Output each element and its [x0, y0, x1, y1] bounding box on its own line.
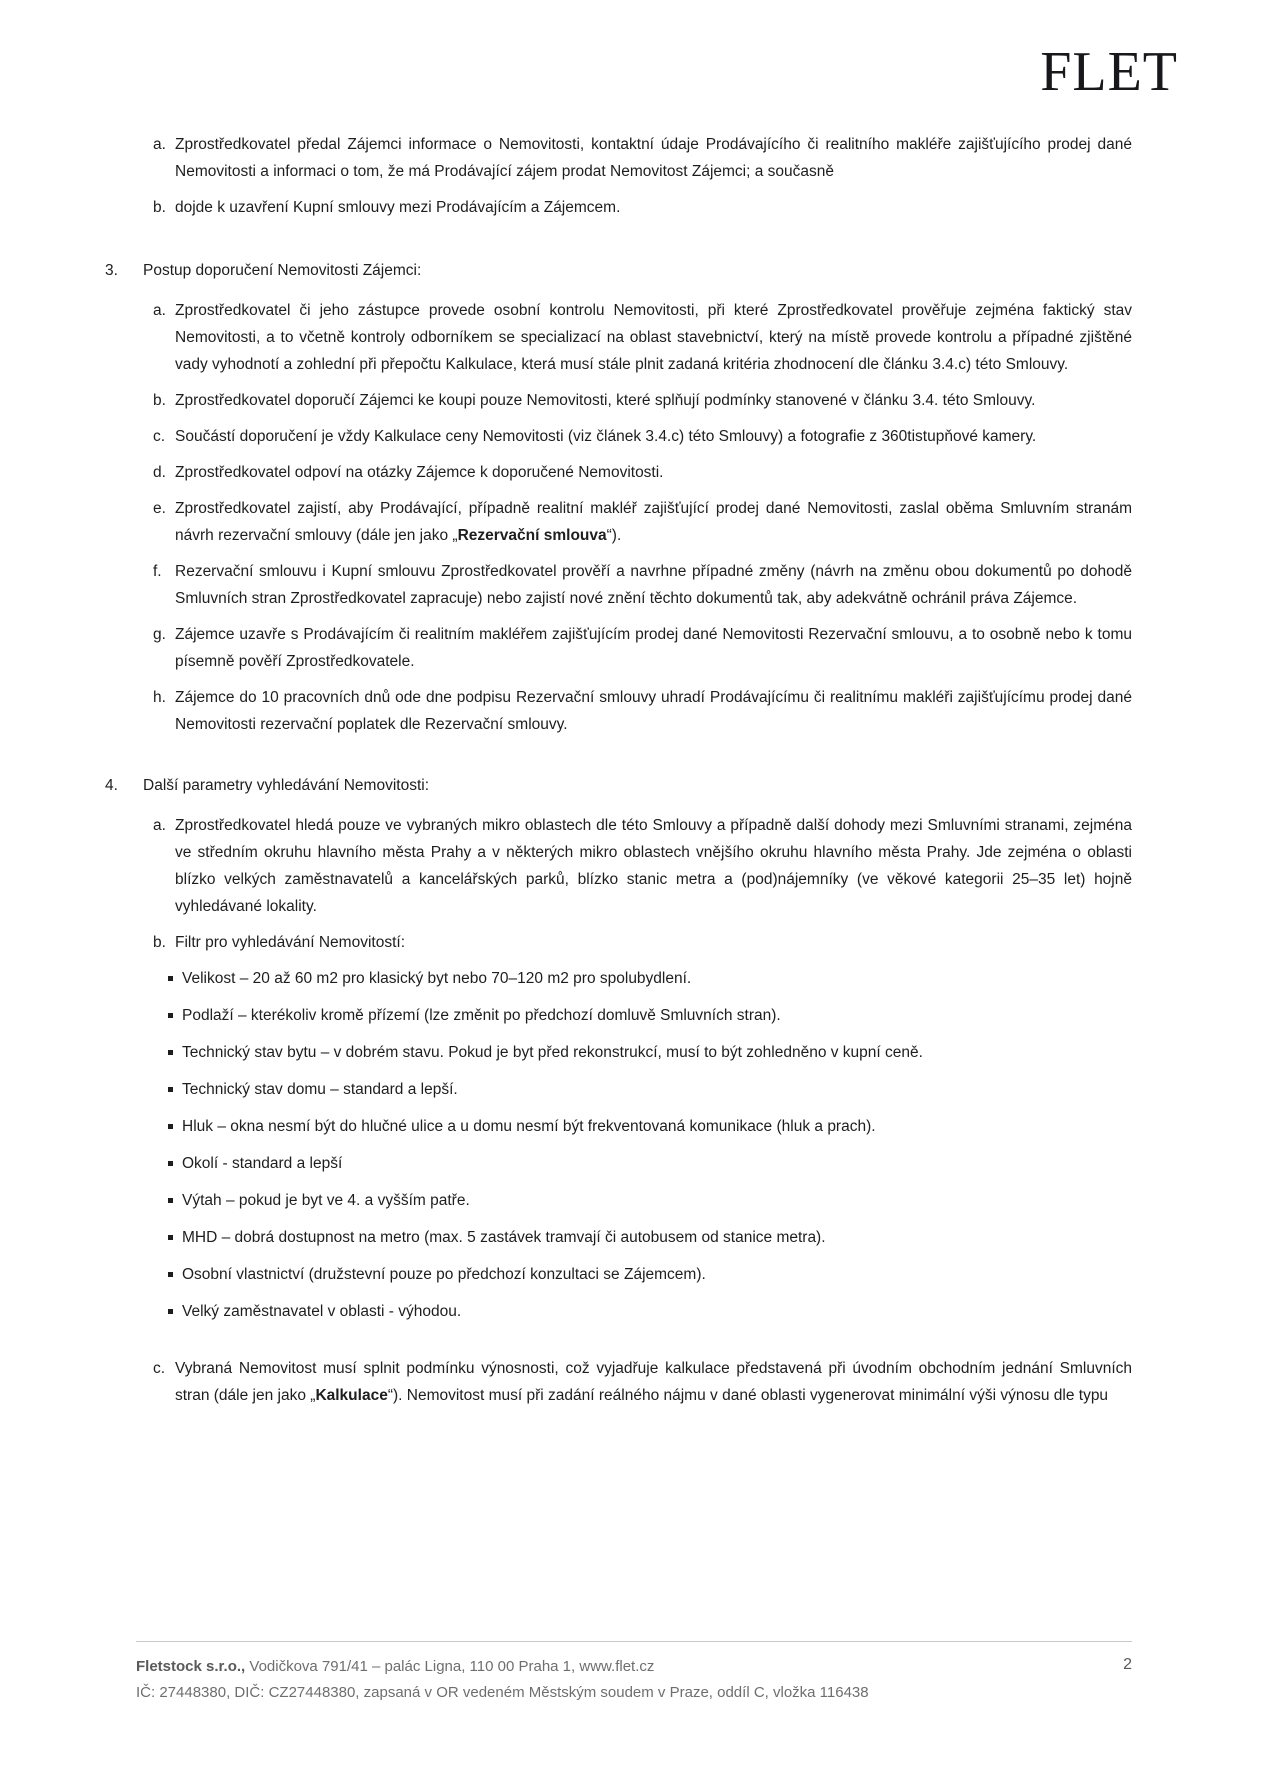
list-marker: b. [153, 934, 166, 951]
bullet-item [168, 1039, 1132, 1066]
square-bullet-icon [168, 1272, 173, 1277]
list-marker: b. [153, 199, 166, 216]
list-item [153, 131, 1132, 185]
list-item [153, 297, 1132, 378]
paragraph-text: Zprostředkovatel zajistí, aby Prodávající, případně realitní makléř zajišťující prodej dané Nemovitosti, zaslal oběma Smluvním stranám návrh rezervační smlouvy (dále jen jako „ [175, 500, 1132, 544]
list-marker: g. [153, 626, 166, 643]
square-bullet-icon [168, 1309, 173, 1314]
bullet-item [168, 1150, 1132, 1177]
bullet-item [168, 1298, 1132, 1325]
section-title: Další parametry vyhledávání Nemovitosti: [143, 777, 430, 794]
list-marker: e. [153, 500, 166, 517]
list-item [153, 495, 1132, 549]
list-item [153, 387, 1132, 414]
bullet-item [168, 1224, 1132, 1251]
list-marker: c. [153, 1360, 166, 1377]
document-content [105, 131, 1132, 1418]
bullet-text: Velký zaměstnavatel v oblasti - výhodou. [182, 1303, 462, 1320]
paragraph: Zprostředkovatel hledá pouze ve vybraných mikro oblastech dle této Smlouvy a případně další dohody mezi Smluvními stranami, zejména ve středním okruhu hlavního města Prahy a v některých mikro oblastech vnějšího okruhu hlavního města Prahy. Jde zejména o oblasti blízko velkých zaměstnavatelů a kancelářských parků, blízko stanic metra a (pod)nájemníky (ve věkové kategorii 25–35 let) hojně vyhledávané lokality. [175, 817, 1132, 915]
paragraph: Zprostředkovatel či jeho zástupce provede osobní kontrolu Nemovitosti, při které Zprostředkovatel prověřuje zejména faktický stav Nemovitosti, a to včetně kontroly odborníkem se specializací na oblast stavebnictví, který na místě provede kontrolu a případné zjištěné vady vyhodnotí a zohlední při přepočtu Kalkulace, která musí stále plnit zadaná kritéria zhodnocení dle článku 3.4.c) této Smlouvy. [175, 302, 1132, 373]
page-footer [136, 1641, 1132, 1706]
square-bullet-icon [168, 1050, 173, 1055]
paragraph-text: “). [606, 527, 622, 544]
list-marker: f. [153, 563, 162, 580]
paragraph-text: “). Nemovitost musí při zadání reálného nájmu v dané oblasti vygenerovat minimální výši výnosu dle typu [387, 1387, 1109, 1404]
bullet-item [168, 1076, 1132, 1103]
list-item [153, 684, 1132, 738]
bullet-text: Technický stav bytu – v dobrém stavu. Pokud je byt před rekonstrukcí, musí to být zohledněno v kupní ceně. [182, 1044, 923, 1061]
flet-logo: FLET [1040, 41, 1178, 103]
bullet-item [168, 1187, 1132, 1214]
footer-line-1 [136, 1654, 1132, 1680]
list-item [153, 459, 1132, 486]
list-marker: a. [153, 817, 166, 834]
list-marker: h. [153, 689, 166, 706]
bullet-item [168, 965, 1132, 992]
bullet-text: Okolí - standard a lepší [182, 1155, 343, 1172]
square-bullet-icon [168, 1087, 173, 1092]
paragraph: Zájemce uzavře s Prodávajícím či realitním makléřem zajišťujícím prodej dané Nemovitosti Rezervační smlouvu, a to osobně nebo k tomu písemně pověří Zprostředkovatele. [175, 626, 1132, 670]
bullet-text: Velikost – 20 až 60 m2 pro klasický byt nebo 70–120 m2 pro spolubydlení. [182, 970, 692, 987]
bullet-text: Osobní vlastnictví (družstevní pouze po předchozí konzultaci se Zájemcem). [182, 1266, 706, 1283]
paragraph: Součástí doporučení je vždy Kalkulace ceny Nemovitosti (viz článek 3.4.c) této Smlouvy) a fotografie z 360tistupňové kamery. [175, 428, 1037, 445]
list-item [153, 929, 1132, 956]
footer-line-2: IČ: 27448380, DIČ: CZ27448380, zapsaná v OR vedeném Městským soudem v Praze, oddíl C, vložka 116438 [136, 1684, 869, 1701]
square-bullet-icon [168, 1198, 173, 1203]
paragraph [175, 495, 1132, 549]
bullet-item [168, 1002, 1132, 1029]
defined-term: Kalkulace [315, 1387, 388, 1404]
list-item [153, 812, 1132, 920]
page-number: 2 [1123, 1656, 1132, 1673]
bullet-text: Podlaží – kterékoliv kromě přízemí (lze změnit po předchozí domluvě Smluvních stran). [182, 1007, 781, 1024]
bullet-item [168, 1113, 1132, 1140]
list-marker: a. [153, 302, 166, 319]
list-marker: a. [153, 136, 166, 153]
paragraph-text: Vybraná Nemovitost musí splnit podmínku výnosnosti, což vyjadřuje kalkulace představená při úvodním obchodním jednání Smluvních stran (dále jen jako „ [175, 1360, 1132, 1404]
paragraph: dojde k uzavření Kupní smlouvy mezi Prodávajícím a Zájemcem. [175, 199, 621, 216]
square-bullet-icon [168, 1161, 173, 1166]
paragraph: Rezervační smlouvu i Kupní smlouvu Zprostředkovatel prověří a navrhne případné změny (návrh na změnu obou dokumentů po dohodě Smluvních stran Zprostředkovatel zapracuje) nebo zajistí nové znění těchto dokumentů tak, aby adekvátně ochránil práva Zájemce. [175, 563, 1132, 607]
square-bullet-icon [168, 1235, 173, 1240]
bullet-text: Technický stav domu – standard a lepší. [182, 1081, 458, 1098]
list-item [153, 621, 1132, 675]
section-3-heading [105, 257, 1132, 284]
bullet-text: Hluk – okna nesmí být do hlučné ulice a u domu nesmí být frekventovaná komunikace (hluk a prach). [182, 1118, 876, 1135]
bullet-text: MHD – dobrá dostupnost na metro (max. 5 zastávek tramvají či autobusem od stanice metra). [182, 1229, 826, 1246]
paragraph [175, 1355, 1132, 1409]
defined-term: Rezervační smlouva [457, 527, 607, 544]
list-marker: d. [153, 464, 166, 481]
paragraph: Filtr pro vyhledávání Nemovitostí: [175, 934, 406, 951]
section-number: 3. [105, 262, 118, 279]
square-bullet-icon [168, 976, 173, 981]
list-item [153, 558, 1132, 612]
paragraph: Zprostředkovatel doporučí Zájemci ke koupi pouze Nemovitosti, které splňují podmínky stanovené v článku 3.4. této Smlouvy. [175, 392, 1036, 409]
bullet-text: Výtah – pokud je byt ve 4. a vyšším patře. [182, 1192, 470, 1209]
paragraph: Zprostředkovatel předal Zájemci informace o Nemovitosti, kontaktní údaje Prodávajícího či realitního makléře zajišťujícího prodej dané Nemovitosti a informaci o tom, že má Prodávající zájem prodat Nemovitost Zájemci; a současně [175, 136, 1132, 180]
section-4-heading [105, 772, 1132, 799]
company-name: Fletstock s.r.o., [136, 1658, 246, 1675]
list-item [153, 423, 1132, 450]
filter-bullet-list [168, 965, 1132, 1325]
paragraph: Zprostředkovatel odpoví na otázky Zájemce k doporučené Nemovitosti. [175, 464, 664, 481]
list-item [153, 194, 1132, 221]
section-number: 4. [105, 777, 118, 794]
square-bullet-icon [168, 1124, 173, 1129]
list-marker: c. [153, 428, 166, 445]
square-bullet-icon [168, 1013, 173, 1018]
bullet-item [168, 1261, 1132, 1288]
paragraph: Zájemce do 10 pracovních dnů ode dne podpisu Rezervační smlouvy uhradí Prodávajícímu či realitnímu makléři zajišťujícímu prodej dané Nemovitosti rezervační poplatek dle Rezervační smlouvy. [175, 689, 1132, 733]
list-item [153, 1355, 1132, 1409]
company-address: Vodičkova 791/41 – palác Ligna, 110 00 Praha 1, www.flet.cz [245, 1658, 655, 1675]
list-marker: b. [153, 392, 166, 409]
section-title: Postup doporučení Nemovitosti Zájemci: [143, 262, 422, 279]
